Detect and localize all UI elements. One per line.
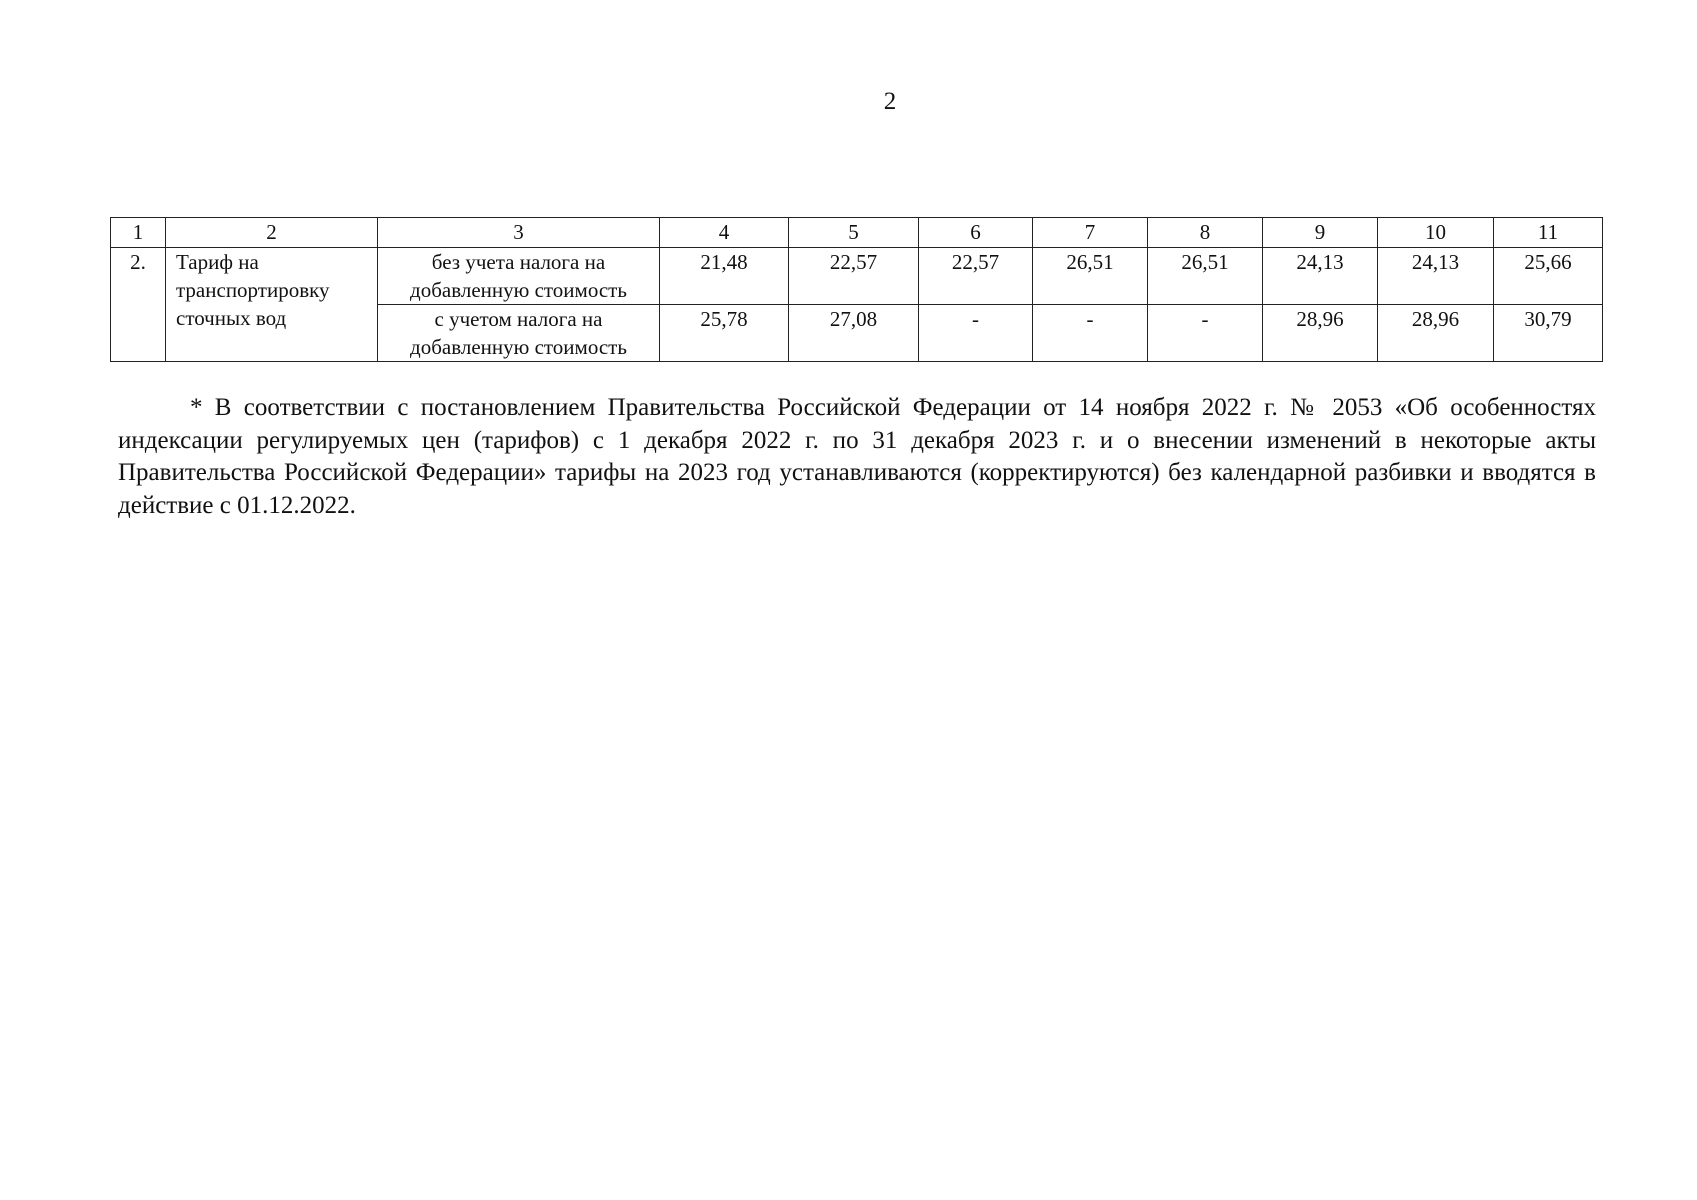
- row-number: 2.: [111, 248, 166, 362]
- column-number: 5: [789, 218, 919, 248]
- tariff-value: 24,13: [1263, 248, 1378, 305]
- column-number: 10: [1378, 218, 1494, 248]
- tariff-value: 24,13: [1378, 248, 1494, 305]
- tariff-value: -: [1033, 305, 1148, 362]
- tariff-value: 26,51: [1148, 248, 1263, 305]
- tariff-value: 22,57: [919, 248, 1033, 305]
- column-number: 2: [166, 218, 378, 248]
- column-number: 3: [378, 218, 660, 248]
- tariff-table: [110, 217, 1603, 362]
- page-number: 2: [883, 88, 897, 115]
- tariff-value: 25,78: [660, 305, 789, 362]
- tariff-value: 25,66: [1494, 248, 1603, 305]
- tax-condition-label: с учетом налога на добавленную стоимость: [378, 305, 660, 362]
- column-number: 6: [919, 218, 1033, 248]
- tariff-name: Тариф на транспортировку сточных вод: [166, 248, 378, 362]
- tariff-value: 27,08: [789, 305, 919, 362]
- column-number: 8: [1148, 218, 1263, 248]
- table-header-row: [111, 218, 1603, 248]
- column-number: 1: [111, 218, 166, 248]
- tariff-value: -: [1148, 305, 1263, 362]
- table-row: [111, 248, 1603, 305]
- column-number: 11: [1494, 218, 1603, 248]
- tariff-value: 26,51: [1033, 248, 1148, 305]
- tariff-value: 28,96: [1263, 305, 1378, 362]
- column-number: 4: [660, 218, 789, 248]
- column-number: 7: [1033, 218, 1148, 248]
- column-number: 9: [1263, 218, 1378, 248]
- tariff-value: 21,48: [660, 248, 789, 305]
- footnote: * В соответствии с постановлением Правительства Российской Федерации от 14 ноября 2022 г. № 2053 «Об особенностях индексации регулируемых цен (тарифов) с 1 декабря 2022 г. по 31 декабря 2023 г. и о внесении изменений в некоторые акты Правительства Российской Федерации» тарифы на 2023 год устанавливаются (корректируются) без календарной разбивки и вводятся в действие с 01.12.2022.: [118, 394, 1596, 519]
- tariff-value: 22,57: [789, 248, 919, 305]
- tax-condition-label: без учета налога на добавленную стоимость: [378, 248, 660, 305]
- tariff-value: -: [919, 305, 1033, 362]
- tariff-value: 28,96: [1378, 305, 1494, 362]
- tariff-value: 30,79: [1494, 305, 1603, 362]
